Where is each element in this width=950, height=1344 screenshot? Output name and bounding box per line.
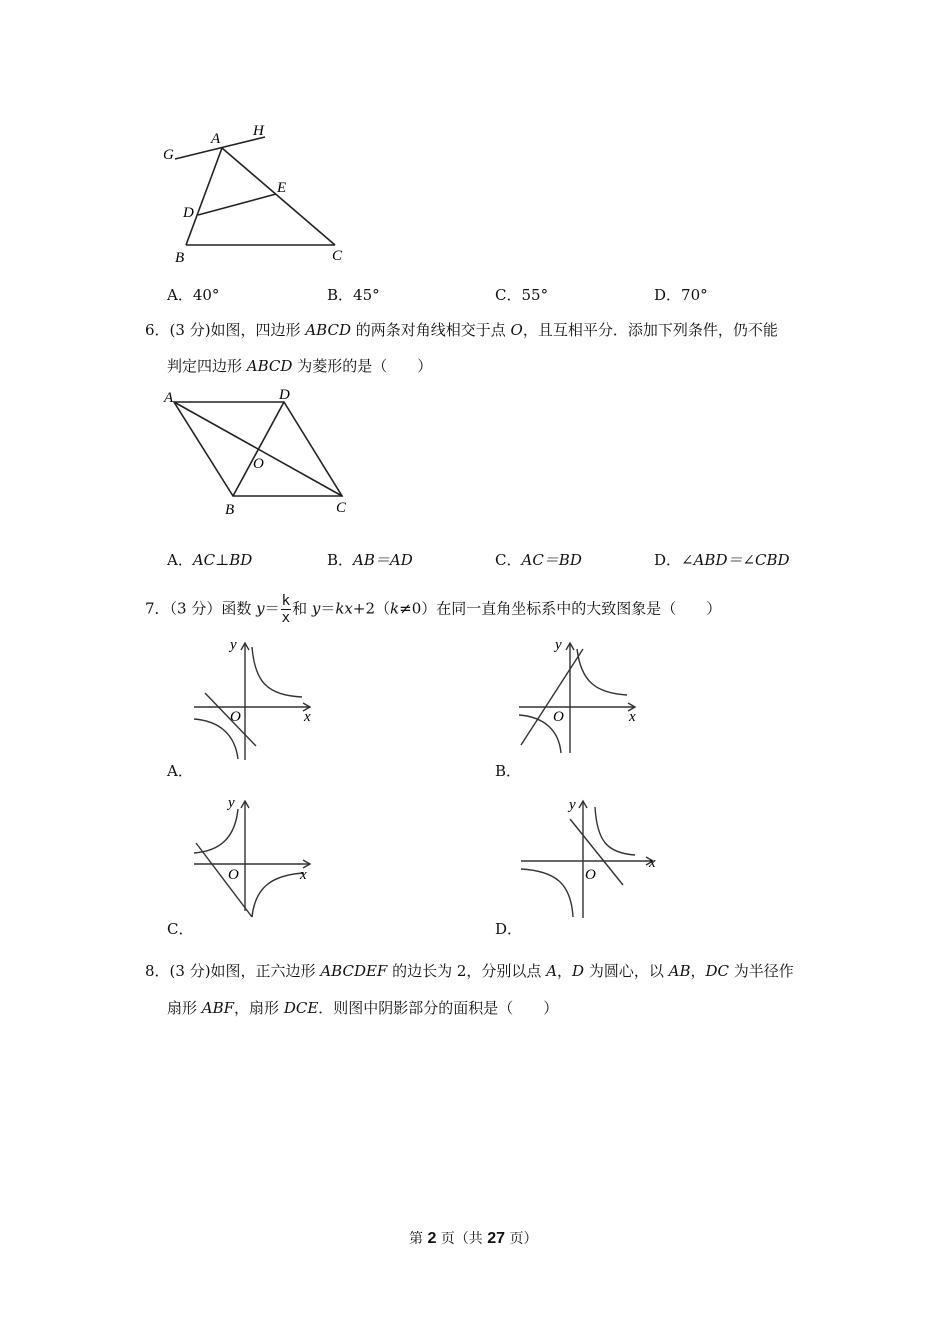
q7-stem: 7．（3 分）函数 y＝ $\frac{k}{x}$ 和 y＝kx+2（k≠0）在同一直角坐标系中的大致图象是（ ） [145,593,722,626]
q6-stem-line2: 判定四边形 ABCD 为菱形的是（ ） [167,357,433,375]
q8-stem-line1: 8．(3 分)如图，正六边形 ABCDEF 的边长为 2，分别以点 A，D 为圆心，以 AB，DC 为半径作 [145,962,794,980]
q8-stem-line2: 扇形 ABF，扇形 DCE．则图中阴影部分的面积是（ ） [167,999,559,1017]
diagonal-bd [233,402,284,496]
side-ab [186,148,222,245]
svg-text:O: O [228,867,239,883]
page-number: 2 [427,1230,437,1247]
svg-text:x: x [300,867,307,883]
svg-text:O: O [585,867,596,883]
q7-option-a[interactable]: A． [167,762,193,780]
label-a: A [164,390,174,406]
svg-text:y: y [230,637,237,653]
label-d: D [279,387,290,403]
q5-option-a[interactable]: A．40° [167,286,220,304]
svg-text:x: x [649,855,656,871]
q6-option-a[interactable]: A．AC⊥BD [167,551,253,569]
segment-de [198,194,276,215]
q6-option-c[interactable]: C．AC＝BD [495,551,582,569]
svg-text:O: O [230,709,241,725]
label-h: H [253,123,264,139]
label-a: A [211,131,221,147]
label-b: B [225,502,235,518]
q5-triangle-figure [155,115,355,270]
svg-text:y: y [228,795,235,811]
page-footer: 第 2 页（共 27 页） [409,1230,538,1247]
q7-option-b[interactable]: B． [495,762,522,780]
svg-text:y: y [569,797,576,813]
label-o: O [253,456,264,472]
q5-option-d[interactable]: D．70° [654,286,708,304]
label-c: C [332,248,343,264]
q5-option-c[interactable]: C．55° [495,286,549,304]
q7-graph-a[interactable] [190,635,320,763]
q6-option-d[interactable]: D．∠ABD＝∠CBD [654,551,790,569]
q6-stem-line1: 6．(3 分)如图，四边形 ABCD 的两条对角线相交于点 O，且互相平分．添加下列条件，仍不能 [145,321,778,339]
q5-option-b[interactable]: B．45° [327,286,380,304]
label-b: B [175,250,185,266]
q6-option-b[interactable]: B．AB＝AD [327,551,413,569]
q7-graph-b[interactable] [515,635,645,763]
side-ac [222,148,335,245]
svg-text:x: x [629,709,636,725]
q7-option-c[interactable]: C． [167,920,194,938]
label-e: E [277,180,287,196]
q7-graph-c[interactable] [190,793,320,921]
fraction-k-over-x: $\frac{k}{x}$ [281,593,291,626]
svg-text:x: x [304,709,311,725]
svg-text:O: O [553,709,564,725]
q6-quadrilateral-figure [160,385,360,520]
label-g: G [163,147,174,163]
page-total: 27 [487,1230,506,1247]
q7-graph-d[interactable] [515,793,665,921]
q7-option-d[interactable]: D． [495,920,523,938]
label-d: D [183,205,194,221]
label-c: C [336,500,347,516]
svg-text:y: y [555,637,562,653]
